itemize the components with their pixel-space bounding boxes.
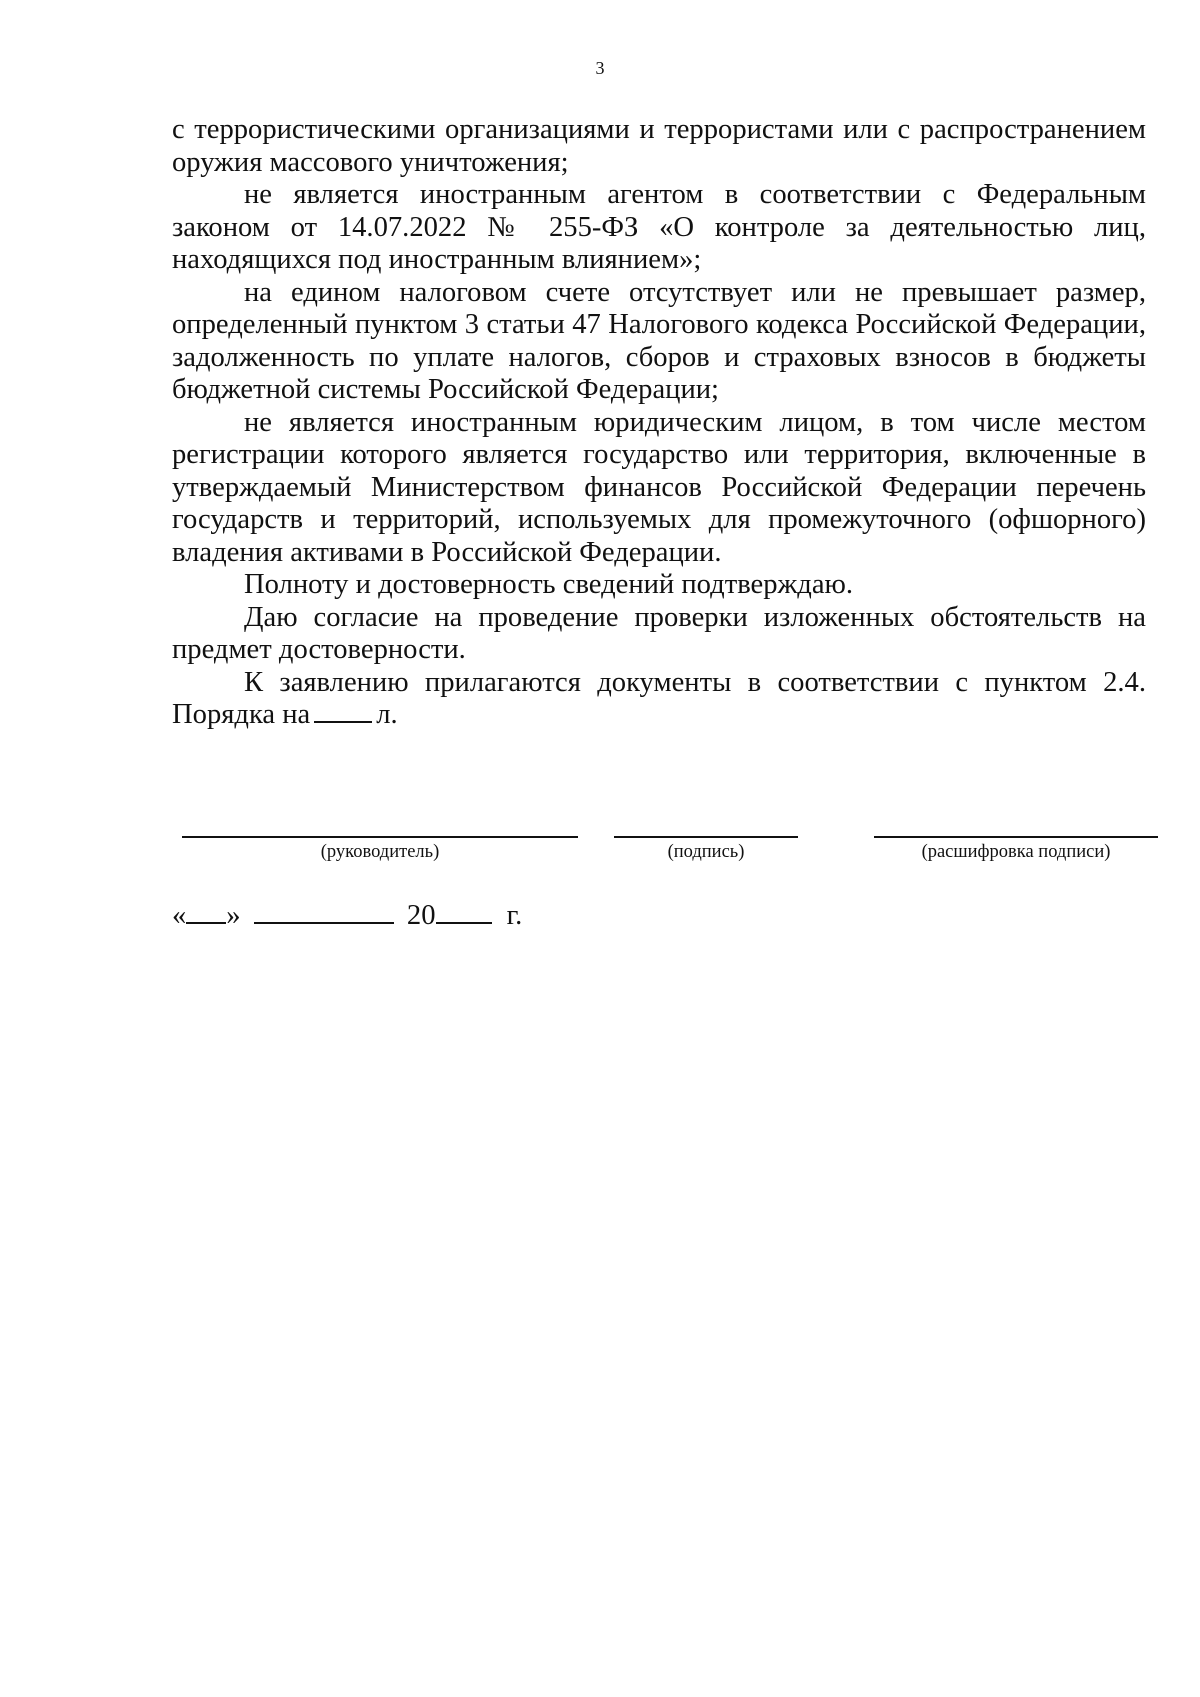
- paragraph-confirmation: Полноту и достоверность сведений подтверждаю.: [244, 569, 854, 600]
- attachments-unit: л.: [376, 699, 398, 730]
- paragraph-consent: Даю согласие на проведение проверки изложенных обстоятельств на предмет достоверности.: [172, 601, 1146, 665]
- head-signature-line: [182, 836, 578, 838]
- paragraph-foreign-agent: не является иностранным агентом в соответствии с Федеральным законом от 14.07.2022 № 255-ФЗ «О контроле за деятельностью лиц, находящихся под иностранным влиянием»;: [172, 179, 1146, 275]
- day-blank: [186, 898, 226, 924]
- signature-decode-label: (расшифровка подписи): [921, 842, 1111, 862]
- paragraph-continuation: с террористическими организациями и террористами или с распространением оружия массового уничтожения;: [172, 114, 1146, 178]
- date-row: [172, 898, 522, 932]
- signature-decode-line: [874, 836, 1158, 838]
- date-close-quote: »: [226, 900, 241, 931]
- year-suffix: г.: [506, 900, 523, 931]
- paragraph-attachments: [172, 667, 1146, 732]
- sheet-count-blank: [314, 699, 372, 723]
- head-label: (руководитель): [320, 842, 440, 862]
- signature-label: (подпись): [667, 842, 745, 862]
- page-number: 3: [595, 58, 605, 78]
- year-blank: [436, 898, 492, 924]
- paragraph-tax-debt: на едином налоговом счете отсутствует или не превышает размер, определенный пунктом 3 статьи 47 Налогового кодекса Российской Федерации, задолженность по уплате налогов, сборов и страховых взносов в бюджеты бюджетной системы Российской Федерации;: [172, 276, 1146, 405]
- signature-line: [614, 836, 798, 838]
- attachments-text: К заявлению прилагаются документы в соответствии с пунктом 2.4. Порядка на: [172, 666, 1146, 730]
- date-open-quote: «: [172, 900, 187, 931]
- paragraph-offshore: не является иностранным юридическим лицом, в том числе местом регистрации которого является государство или территория, включенные в утверждаемый Министерством финансов Российской Федерации перечень государств и территорий, используемых для промежуточного (офшорного) владения активами в Российской Федерации.: [172, 406, 1146, 568]
- year-prefix: 20: [406, 900, 436, 931]
- month-blank: [254, 898, 394, 924]
- document-body: [172, 114, 1146, 732]
